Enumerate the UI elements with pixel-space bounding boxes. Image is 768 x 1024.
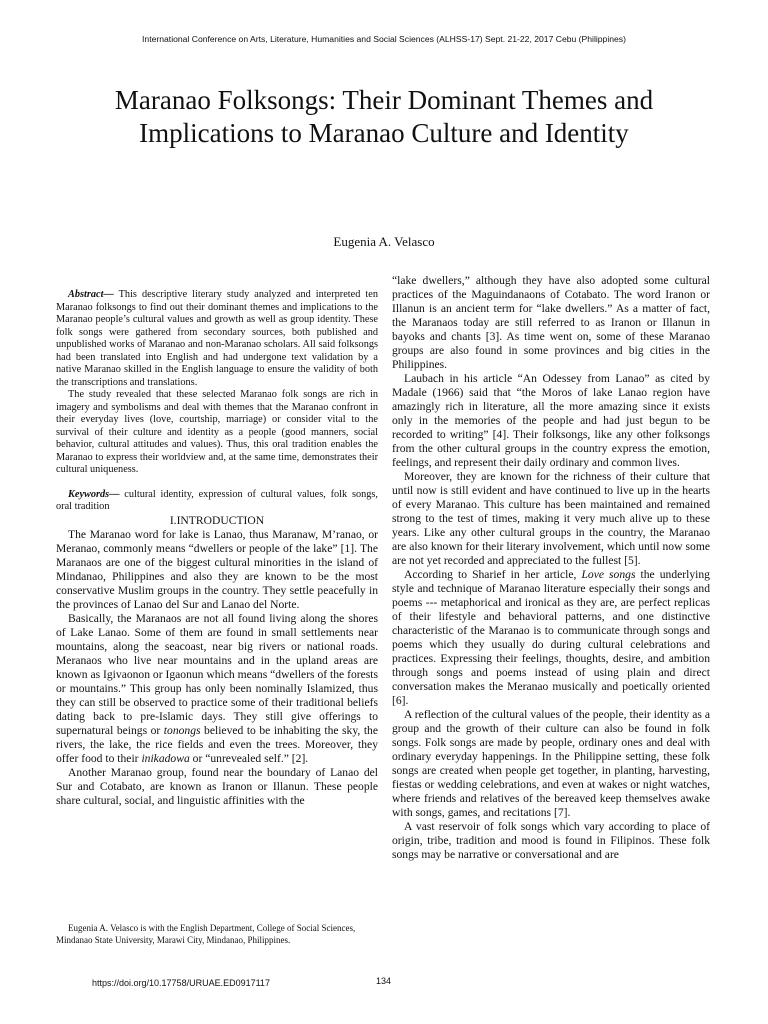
intro-paragraph-2 (56, 612, 378, 766)
right-p3-text-b: the underlying style and technique of Maranao literature especially their songs and poems --- metaphorical and ironical as they are, are perfect replicas of their lifestyle and behavioral patterns, and one distinctive characteristic of the Maranao is to communicate through songs and poems which they usually do during cultural celebrations and practices. Expressing their feelings, thoughts, desire, and ambition through songs and poems instead of using plain and direct conversation makes the Meranao musically and poetically oriented [6]. (392, 568, 710, 707)
left-column (56, 289, 378, 808)
intro-p2-italic-inikadowa: inikadowa (141, 751, 190, 765)
abstract-text: This descriptive literary study analyzed and interpreted ten Maranao folksongs to find out their dominant themes and implications to the Maranao people’s cultural values and growth as well as group identity. These folk songs were gathered from secondary sources, both published and unpublished works of Maranao and non-Maranao scholars. All said folksongs had been translated into English and had undergone text validation by a native Maranao skilled in the English language to ensure the validity of both the transcriptions and translations. (56, 289, 378, 388)
keywords-text: cultural identity, expression of cultural values, folk songs, oral tradition (56, 488, 378, 512)
right-p3-text-a: According to Sharief in her article, (404, 568, 582, 581)
right-paragraph-3 (392, 568, 710, 708)
footnote (56, 922, 378, 946)
doi-link[interactable]: https://doi.org/10.17758/URUAE.ED0917117 (92, 978, 270, 988)
section-heading-introduction: I.INTRODUCTION (169, 513, 265, 527)
intro-p2-text-a: Basically, the Maranaos are not all found living along the shores of Lake Lanao. Some of them are found in small settlements near mountains, along the seacoast, near big rivers or national roads. Meranaos who live near mountains and in the upland areas are known as Igivaonon or Igaonun which means “dwellers of the forests or mountains.” This group has only been nominally Islamized, thus they can still be observed to practice some of their traditional beliefs dating back to pre-Islamic days. They still give offerings to supernatural beings or (56, 611, 378, 737)
keywords-paragraph (56, 489, 378, 514)
intro-paragraph-3: Another Maranao group, found near the boundary of Lanao del Sur and Cotabato, are known as Iranon or Illanun. These people share cultural, social, and linguistic affinities with the (56, 765, 378, 807)
right-column (392, 274, 710, 862)
right-paragraph-5: A vast reservoir of folk songs which vary according to place of origin, tribe, tradition and mood is found in Filipinos. These folk songs may be narrative or conversational and are (392, 820, 710, 861)
footnote-text: Eugenia A. Velasco is with the English Department, College of Social Sciences, Mindanao State University, Marawi City, Mindanao, Philippines. (56, 923, 356, 945)
intro-p2-text-c: or “unrevealed self.” [2]. (189, 751, 309, 765)
keywords-label: Keywords— (68, 488, 120, 500)
abstract-paragraph (56, 289, 378, 389)
right-p3-italic-love-songs: Love songs (581, 568, 636, 581)
intro-p2-italic-tonongs: tonongs (163, 723, 201, 737)
abstract-paragraph-2: The study revealed that these selected Maranao folk songs are rich in imagery and symbolisms and deal with themes that the Maranao confront in their everyday lives (love, courtship, marriage) or consider vital to the survival of their culture and identity as a people (good manners, social behavior, cultural attitudes and values). Thus, this oral tradition enables the Maranao to express their worldview and, at the same time, demonstrates their cultural uniqueness. (56, 389, 378, 475)
right-paragraph-0: “lake dwellers,” although they have also adopted some cultural practices of the Maguindanaons of Cotabato. The word Iranon or Illanun is an ancient term for “lake dwellers.” As a matter of fact, the Maranaos today are still referred to as Iranon or Illanun in bayoks and chants [3]. As time went on, some of these Maranao groups are also found in some provinces and big cities in the Philippines. (392, 274, 710, 371)
intro-p2-text-b: believed to be inhabiting the sky, the rivers, the lake, the rice fields and even the trees. Moreover, they offer food to their (56, 723, 378, 765)
abstract-label: Abstract— (68, 289, 114, 300)
conference-header: International Conference on Arts, Literature, Humanities and Social Sciences (ALHSS-17) Sept. 21-22, 2017 Cebu (Philippines) (142, 34, 626, 44)
right-paragraph-4: A reflection of the cultural values of the people, their identity as a group and the growth of their culture can also be found in folk songs. Folk songs are made by people, ordinary ones and deal with ordinary everyday happenings. In the Philippine setting, these folk songs are created when people get together, in planting, harvesting, fiestas or wedding celebrations, and even at wakes or night watches, where friends and relatives of the bereaved keep themselves awake with songs, games, and recitations [7]. (392, 708, 710, 819)
author-name: Eugenia A. Velasco (333, 234, 435, 249)
page-number: 134 (376, 976, 392, 986)
right-paragraph-2: Moreover, they are known for the richness of their culture that until now is still evident and have continued to live up in the hearts of every Maranao. This culture has been maintained and remained strong to the test of times, making it very much alive up to these years. Like any other cultural groups in the country, the Maranao are also known for their literary involvement, which until now some are not yet recorded and appreciated to the fullest [5]. (392, 470, 710, 567)
right-paragraph-1: Laubach in his article “An Odessey from Lanao” as cited by Madale (1966) said that “the Moros of lake Lanao region have amazingly rich in literature, all the more amazing since it exists only in the memories of the people and had just begun to be recorded to writing” [4]. Their folksongs, like any other folksongs from the other cultural groups in the country express the emotion, feelings, and represent their daily ordinary and common lives. (392, 372, 710, 469)
intro-paragraph-1: The Maranao word for lake is Lanao, thus Maranaw, M’ranao, or Meranao, commonly means “dwellers or people of the lake” [1]. The Maranaos are one of the biggest cultural minorities in the island of Mindanao, Philippines and also they are known to be the most conservative Muslim groups in the country. They settle peacefully in the provinces of Lanao del Sur and Lanao del Norte. (56, 527, 378, 611)
paper-title: Maranao Folksongs: Their Dominant Themes and Implications to Maranao Culture and Identity (114, 85, 654, 148)
